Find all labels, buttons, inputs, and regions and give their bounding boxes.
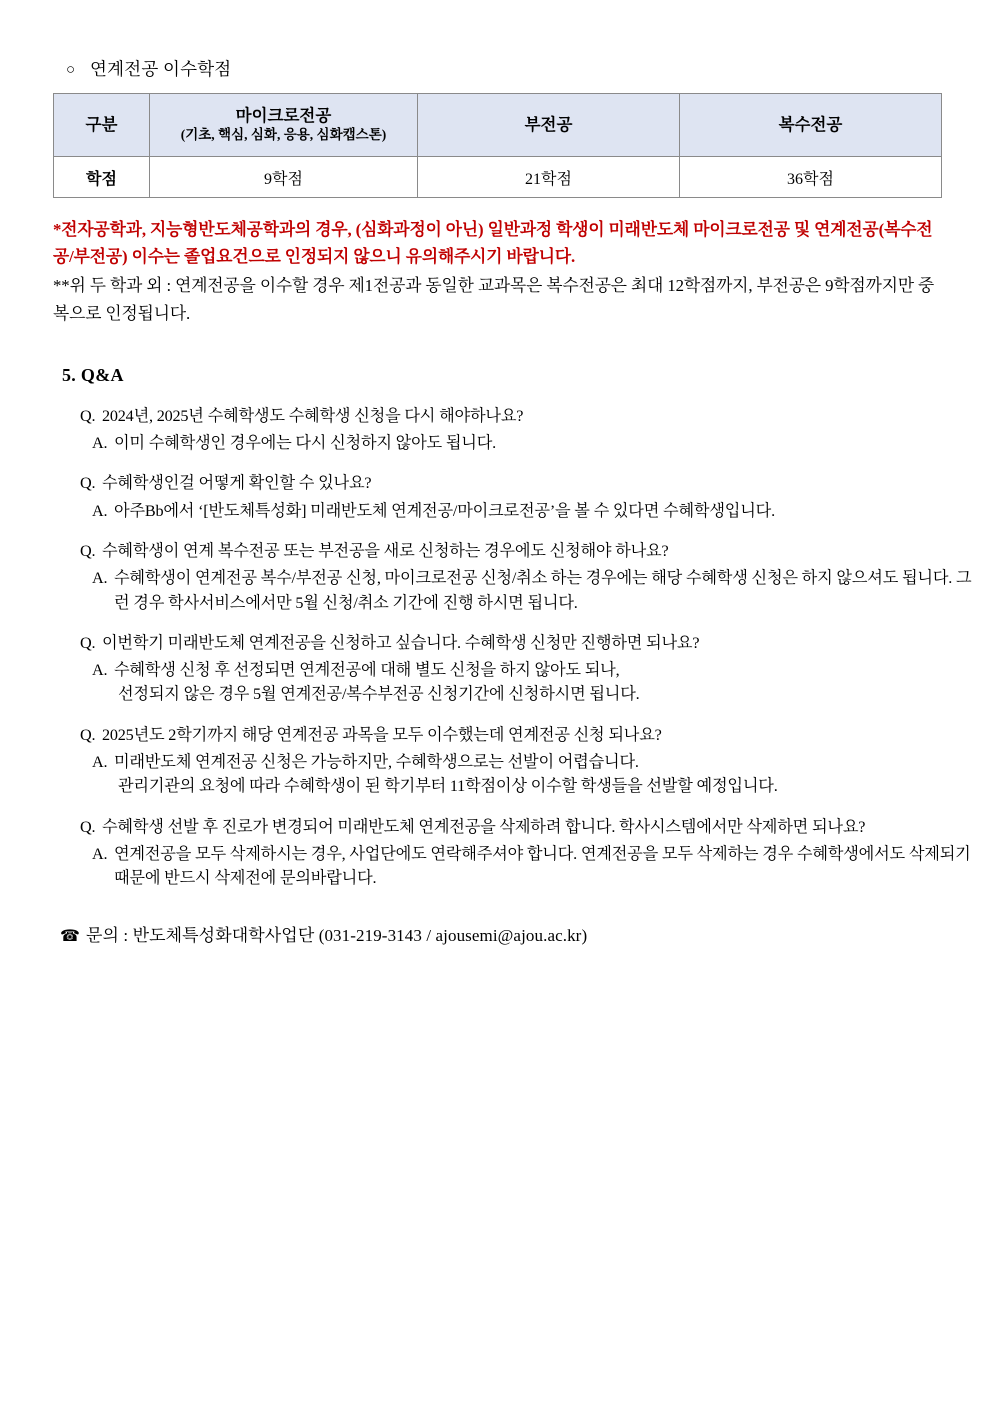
header-main-text: 구분 [85,114,118,134]
question-tag: Q. [80,817,96,836]
answer-tag: A. [92,753,108,772]
table-row [54,157,942,198]
qa-question-line [80,723,982,747]
section-heading [66,56,940,81]
table-header-cell-micro [150,94,418,157]
answer-tag: A. [92,844,108,863]
table-header-cell-minor [418,94,680,157]
qa-list [80,404,982,891]
qa-answer-line [80,750,982,799]
qa-question-line [80,404,982,428]
cell-minor-credits: 21학점 [418,157,680,198]
qa-section-title: 5. Q&A [62,364,124,385]
circle-bullet-icon: ○ [66,62,76,78]
qa-answer-line [80,566,982,615]
cell-micro-credits: 9학점 [150,157,418,198]
answer-text: 아주Bb에서 ‘[반도체특성화] 미래반도체 연계전공/마이크로전공’을 볼 수 있다면 수혜학생입니다. [114,501,775,520]
qa-question-line [80,471,982,495]
header-main-text: 마이크로전공 [235,105,332,125]
qa-item [80,539,982,615]
qa-answer-line [80,658,982,707]
table-header-row [54,94,942,157]
contact-text: 문의 : 반도체특성화대학사업단 (031-219-3143 / ajousemi@ajou.ac.kr) [86,925,588,945]
question-text: 수혜학생인걸 어떻게 확인할 수 있나요? [102,474,372,493]
qa-question-line [80,539,982,563]
qa-answer-line [80,842,982,891]
row-label-credits: 학점 [54,157,150,198]
answer-tag: A. [92,501,108,520]
qa-question-line [80,815,982,839]
qa-question-line [80,631,982,655]
answer-text [114,750,982,799]
credits-table-head [54,94,942,157]
question-tag: Q. [80,406,96,425]
answer-text: 수혜학생이 연계전공 복수/부전공 신청, 마이크로전공 신청/취소 하는 경우에는 해당 수혜학생 신청은 하지 않으셔도 됩니다. 그런 경우 학사서비스에서만 5월 신청/취소 기간에 진행 하시면 됩니다. [114,569,972,612]
qa-item [80,631,982,707]
answer-text-line-1: 미래반도체 연계전공 신청은 가능하지만, 수혜학생으로는 선발이 어렵습니다. [114,753,639,772]
header-sub-text: (기초, 핵심, 심화, 응용, 심화캡스톤) [180,127,387,143]
qa-item [80,723,982,799]
question-text: 2025년도 2학기까지 해당 연계전공 과목을 모두 이수했는데 연계전공 신청 되나요? [102,725,662,744]
question-text: 이번학기 미래반도체 연계전공을 신청하고 싶습니다. 수혜학생 신청만 진행하면 되나요? [102,633,700,652]
credits-table-body [54,157,942,198]
telephone-icon: ☎ [60,925,81,945]
qa-item [80,471,982,523]
question-tag: Q. [80,725,96,744]
contact-line [60,921,940,946]
table-header-cell-double-major [680,94,942,157]
question-tag: Q. [80,633,96,652]
table-header-cell-gubun [54,94,150,157]
qa-answer-line [80,499,982,523]
note-red: *전자공학과, 지능형반도체공학과의 경우, (심화과정이 아닌) 일반과정 학생이 미래반도체 마이크로전공 및 연계전공(복수전공/부전공) 이수는 졸업요건으로 인정되지 않으니 유의해주시기 바랍니다. [53,220,933,267]
question-tag: Q. [80,542,96,560]
answer-tag: A. [92,661,108,680]
answer-text: 이미 수혜학생인 경우에는 다시 신청하지 않아도 됩니다. [114,434,496,453]
credits-table [53,93,942,198]
header-main-text: 부전공 [524,114,573,134]
qa-item [80,404,982,456]
cell-double-major-credits: 36학점 [680,157,942,198]
answer-text-line-2: 선정되지 않은 경우 5월 연계전공/복수부전공 신청기간에 신청하시면 됩니다. [118,685,640,704]
header-main-text: 복수전공 [778,114,843,134]
section-heading-label: 연계전공 이수학점 [90,59,232,79]
answer-text-line-2: 관리기관의 요청에 따라 수혜학생이 된 학기부터 11학점이상 이수할 학생들을 선발할 예정입니다. [118,777,778,796]
answer-text: 연계전공을 모두 삭제하시는 경우, 사업단에도 연락해주셔야 합니다. 연계전공을 모두 삭제하는 경우 수혜학생에서도 삭제되기 때문에 반드시 삭제전에 문의바랍니다. [114,844,971,888]
qa-item [80,815,982,891]
answer-text [114,658,982,707]
qa-answer-line [80,431,982,455]
answer-tag: A. [92,434,108,453]
answer-text-line-1: 수혜학생 신청 후 선정되면 연계전공에 대해 별도 신청을 하지 않아도 되나, [114,661,620,680]
note-black: **위 두 학과 외 : 연계전공을 이수할 경우 제1전공과 동일한 교과목은 복수전공은 최대 12학점까지, 부전공은 9학점까지만 중복으로 인정됩니다. [53,276,935,323]
question-text: 2024년, 2025년 수혜학생도 수혜학생 신청을 다시 해야하나요? [102,406,524,425]
answer-tag: A. [92,569,108,588]
question-text: 수혜학생이 연계 복수전공 또는 부전공을 새로 신청하는 경우에도 신청해야 하나요? [102,542,669,560]
question-tag: Q. [80,474,96,493]
question-text: 수혜학생 선발 후 진로가 변경되어 미래반도체 연계전공을 삭제하려 합니다. 학사시스템에서만 삭제하면 되나요? [102,817,866,836]
